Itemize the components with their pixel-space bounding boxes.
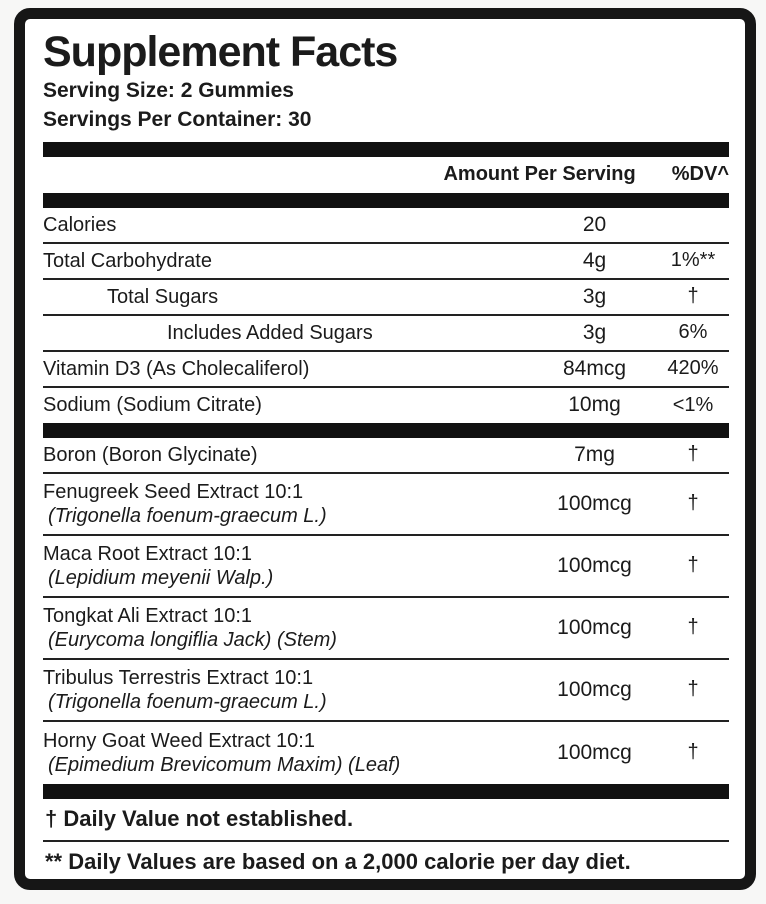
nutrient-name: Sodium (Sodium Citrate) [43, 394, 262, 417]
nutrient-row [43, 660, 729, 722]
nutrient-name: Boron (Boron Glycinate) [43, 443, 258, 466]
nutrient-latin-name: (Lepidium meyenii Walp.) [48, 566, 274, 589]
nutrient-name: Total Sugars [107, 285, 219, 308]
nutrient-row [43, 244, 729, 280]
nutrient-dv: 6% [678, 321, 708, 344]
nutrient-name: Includes Added Sugars [167, 321, 373, 344]
nutrient-dv: † [687, 741, 699, 764]
supplement-facts-panel [14, 8, 756, 890]
nutrient-amount: 10mg [568, 393, 621, 417]
nutrient-rows-section [43, 208, 729, 423]
nutrient-row [43, 536, 729, 598]
nutrient-row [43, 208, 729, 244]
footnote-daily-values-basis: ** Daily Values are based on a 2,000 calorie per day diet. [45, 849, 631, 875]
supplement-facts-title: Supplement Facts [43, 28, 398, 76]
blend-rows-section [43, 438, 729, 784]
amount-per-serving-header: Amount Per Serving [443, 162, 636, 185]
nutrient-latin-name: (Eurycoma longiflia Jack) (Stem) [48, 628, 337, 651]
section-divider-bar-bottom [43, 784, 729, 799]
nutrient-dv: † [687, 443, 699, 466]
nutrient-latin-name: (Epimedium Brevicomum Maxim) (Leaf) [48, 753, 401, 776]
nutrient-dv: <1% [672, 393, 714, 416]
nutrient-dv: † [687, 678, 699, 701]
nutrient-dv: † [687, 616, 699, 639]
nutrient-latin-name: (Trigonella foenum-graecum L.) [48, 690, 327, 713]
nutrient-dv: † [687, 285, 699, 308]
nutrient-name: Calories [43, 213, 117, 236]
nutrient-name: Maca Root Extract 10:1 (Lepidium meyenii Walp.) [43, 542, 532, 590]
nutrient-row [43, 388, 729, 423]
section-divider-bar-header [43, 193, 729, 208]
percent-dv-header: %DV^ [671, 162, 729, 185]
nutrient-name: Fenugreek Seed Extract 10:1 (Trigonella foenum-graecum L.) [43, 480, 532, 528]
nutrient-name: Vitamin D3 (As Cholecaliferol) [43, 357, 310, 380]
nutrient-amount: 84mcg [562, 356, 627, 380]
nutrient-row [43, 598, 729, 660]
nutrient-row [43, 352, 729, 388]
servings-per-container-line: Servings Per Container: 30 [43, 107, 312, 131]
nutrient-name: Total Carbohydrate [43, 249, 212, 272]
nutrient-row [43, 474, 729, 536]
nutrient-amount: 3g [582, 320, 607, 344]
nutrient-row [43, 438, 729, 474]
section-divider-bar-mid [43, 423, 729, 438]
nutrient-amount: 7mg [574, 442, 615, 466]
nutrient-amount: 100mcg [557, 740, 632, 764]
nutrient-name: Tribulus Terrestris Extract 10:1 (Trigonella foenum-graecum L.) [43, 666, 532, 714]
nutrient-row [43, 722, 729, 784]
nutrient-name: Tongkat Ali Extract 10:1 (Eurycoma longiflia Jack) (Stem) [43, 604, 532, 652]
section-divider-bar-top [43, 142, 729, 157]
serving-size-line: Serving Size: 2 Gummies [43, 79, 294, 103]
nutrient-amount: 20 [582, 212, 607, 236]
footnote-daily-value: † Daily Value not established. [43, 799, 729, 842]
nutrient-dv: † [687, 554, 699, 577]
nutrient-amount: 4g [582, 248, 607, 272]
nutrient-dv: 420% [667, 357, 719, 380]
nutrient-amount: 3g [582, 284, 607, 308]
nutrient-amount: 100mcg [557, 491, 632, 515]
nutrient-row [43, 316, 729, 352]
nutrient-amount: 100mcg [557, 553, 632, 577]
nutrient-row [43, 280, 729, 316]
nutrient-dv: 1%** [670, 249, 716, 272]
nutrient-latin-name: (Trigonella foenum-graecum L.) [48, 504, 327, 527]
nutrient-amount: 100mcg [557, 677, 632, 701]
nutrient-name: Horny Goat Weed Extract 10:1 (Epimedium Brevicomum Maxim) (Leaf) [43, 729, 532, 777]
nutrient-amount: 100mcg [557, 615, 632, 639]
column-header-row [43, 157, 729, 193]
nutrient-dv: † [687, 492, 699, 515]
